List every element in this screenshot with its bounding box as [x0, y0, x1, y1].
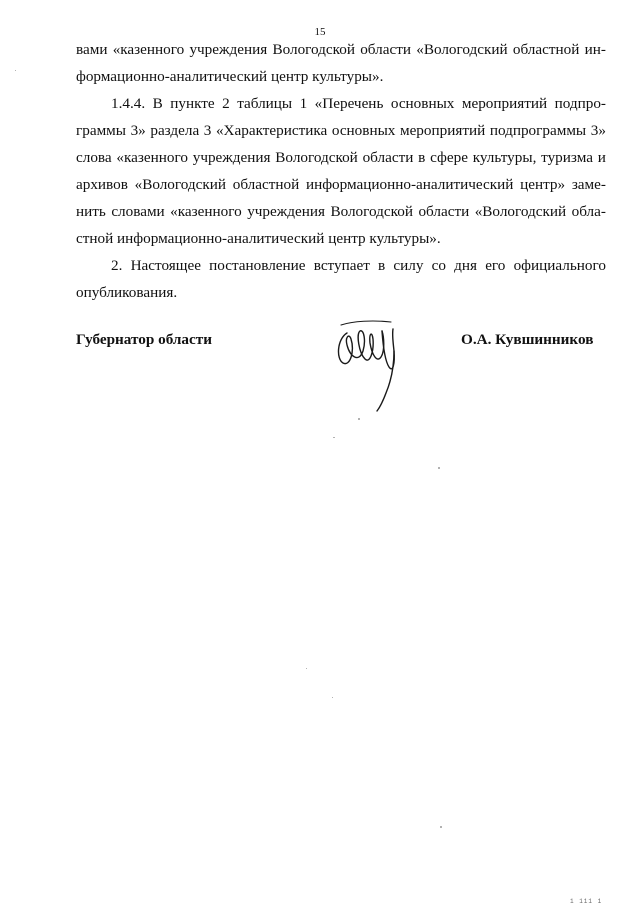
scan-speck [15, 70, 16, 71]
text-line-2: формационно-аналитический центр культуры». [76, 68, 384, 85]
scan-mark: 1 111 1 [570, 898, 603, 905]
text-line-4: граммы 3» раздела 3 «Характеристика основных мероприятий подпрограммы 3» [76, 122, 606, 139]
text-line-8: стной информационно-аналитический центр культуры». [76, 230, 441, 247]
text-line-7: нить словами «казенного учреждения Вологодской области «Вологодский обла- [76, 203, 606, 220]
scan-speck [358, 418, 360, 420]
position-title: Губернатор области [76, 331, 212, 348]
handwritten-signature [333, 317, 409, 413]
text-line-10: опубликования. [76, 284, 178, 301]
scan-speck [333, 437, 335, 438]
text-line-9: 2. Настоящее постановление вступает в силу со дня его официального [111, 257, 606, 274]
text-line-6: архивов «Вологодский областной информационно-аналитический центр» заме- [76, 176, 606, 193]
text-line-1: вами «казенного учреждения Вологодской области «Вологодский областной ин- [76, 41, 606, 58]
text-line-3: 1.4.4. В пункте 2 таблицы 1 «Перечень основных мероприятий подпро- [111, 95, 606, 112]
text-line-5: слова «казенного учреждения Вологодской области в сфере культуры, туризма и [76, 149, 606, 166]
signer-name: О.А. Кувшинников [461, 331, 594, 348]
scan-speck [306, 668, 307, 669]
scan-speck [440, 826, 442, 828]
page-number: 15 [314, 26, 326, 38]
scan-speck [438, 467, 440, 469]
scan-speck [332, 697, 333, 698]
